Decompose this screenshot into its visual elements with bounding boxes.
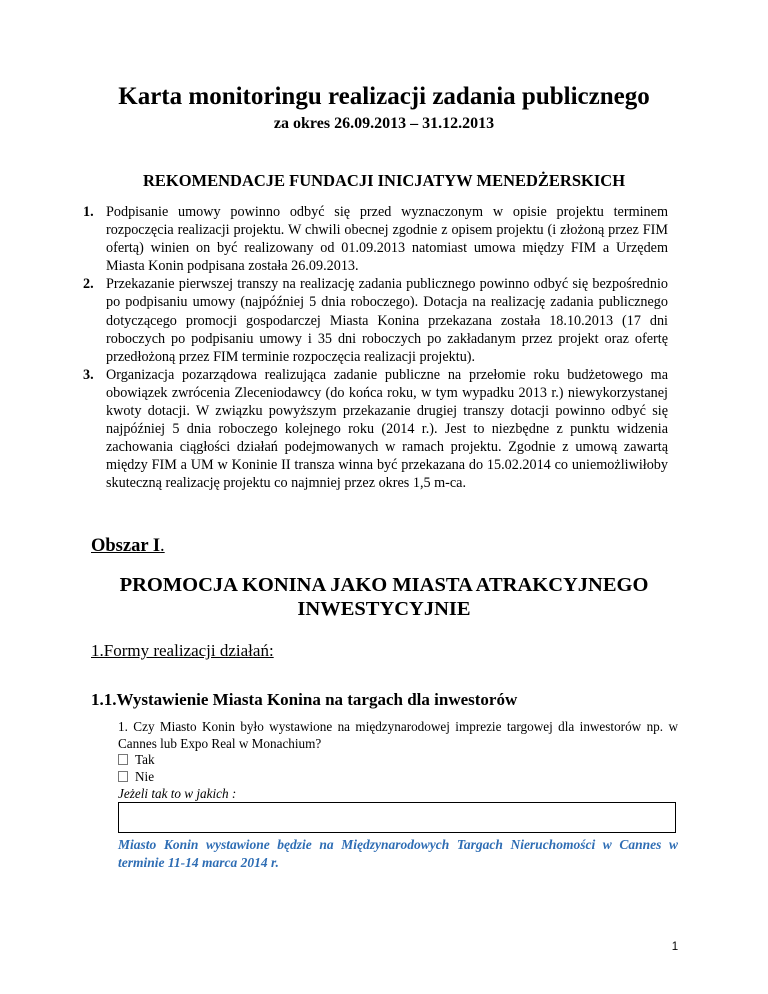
checkbox-icon[interactable] — [118, 771, 128, 782]
area-heading-line: INWESTYCYJNIE — [297, 598, 471, 620]
recommendations-heading: REKOMENDACJE FUNDACJI INICJATYW MENEDŻERSKICH — [142, 171, 626, 190]
area-label-dot: . — [160, 536, 165, 556]
page-number: 1 — [671, 941, 679, 953]
area-heading-line: PROMOCJA KONINA JAKO MIASTA ATRAKCYJNEGO — [119, 574, 649, 596]
area-heading — [110, 573, 658, 621]
recommendation-number: 1. — [83, 204, 94, 220]
recommendation-text: Przekazanie pierwszej transzy na realizację zadania publicznego powinno odbyć się bezpośrednio po podpisaniu umowy (najpóźniej 5 dnia roboczego). Dotacja na realizację zadania publicznego dotyczącego promocji gospodarczej Miasta Konina przekazana została 18.10.2013 (17 dni roboczych po podpisaniu umowy i 35 dni roboczych po zakładanym przez projekt oraz ofertę przedłożoną przez FIM terminie rozpoczęcia realizacji projektu). — [106, 276, 668, 365]
section-heading: 1.1.Wystawienie Miasta Konina na targach dla inwestorów — [91, 690, 518, 709]
if-yes-label: Jeżeli tak to w jakich : — [118, 786, 237, 801]
recommendation-item — [83, 275, 668, 365]
document-period: za okres 26.09.2013 – 31.12.2013 — [273, 115, 495, 132]
checkbox-icon[interactable] — [118, 754, 128, 765]
option-yes[interactable] — [118, 752, 155, 769]
recommendations-list — [83, 203, 668, 493]
answer-field[interactable] — [118, 802, 676, 833]
recommendation-item — [83, 366, 668, 493]
question-text: 1. Czy Miasto Konin było wystawione na międzynarodowej imprezie targowej dla inwestorów np. w Cannes lub Expo Real w Monachium? — [118, 719, 678, 751]
document-title: Karta monitoringu realizacji zadania publicznego — [118, 83, 650, 110]
recommendation-number: 2. — [83, 276, 94, 293]
answer-text: Miasto Konin wystawione będzie na Międzynarodowych Targach Nieruchomości w Cannes w terminie 11-14 marca 2014 r. — [118, 837, 678, 870]
area-label — [91, 535, 165, 557]
forms-heading: 1.Formy realizacji działań: — [91, 641, 274, 660]
recommendation-item — [83, 203, 668, 275]
option-label: Nie — [135, 769, 155, 784]
recommendation-text: Podpisanie umowy powinno odbyć się przed wyznaczonym w opisie projektu terminem rozpoczęcia realizacji projektu. W chwili obecnej zgodnie z opisem projektu (i złożoną przez FIM ofertą) winien on być realizowany od 01.09.2013 natomiast umowa między FIM a Urzędem Miasta Konin podpisana została 26.09.2013. — [106, 204, 668, 275]
recommendation-text: Organizacja pozarządowa realizująca zadanie publiczne na przełomie roku budżetowego ma obowiązek zwrócenia Zleceniodawcy (do końca roku, w tym wypadku 2013 r.) niewykorzystanej kwoty dotacji. W związku powyższym przekazanie drugiej transzy dotacji powinno odbyć się najpóźniej 5 dnia roboczego kolejnego roku (2014 r.). Jest to niezbędne z punktu widzenia zachowania ciągłości działań podejmowanych w ramach projektu. Zgodnie z umową zawartą między FIM a UM w Koninie II transza winna być przekazana do 15.02.2014 co uniemożliwiłoby skuteczną realizację projektu co najmniej przez okres 1,5 m-ca. — [106, 366, 668, 492]
area-label-text: Obszar I — [91, 536, 161, 556]
option-label: Tak — [135, 752, 155, 767]
option-no[interactable] — [118, 769, 154, 786]
recommendation-number: 3. — [83, 366, 94, 383]
